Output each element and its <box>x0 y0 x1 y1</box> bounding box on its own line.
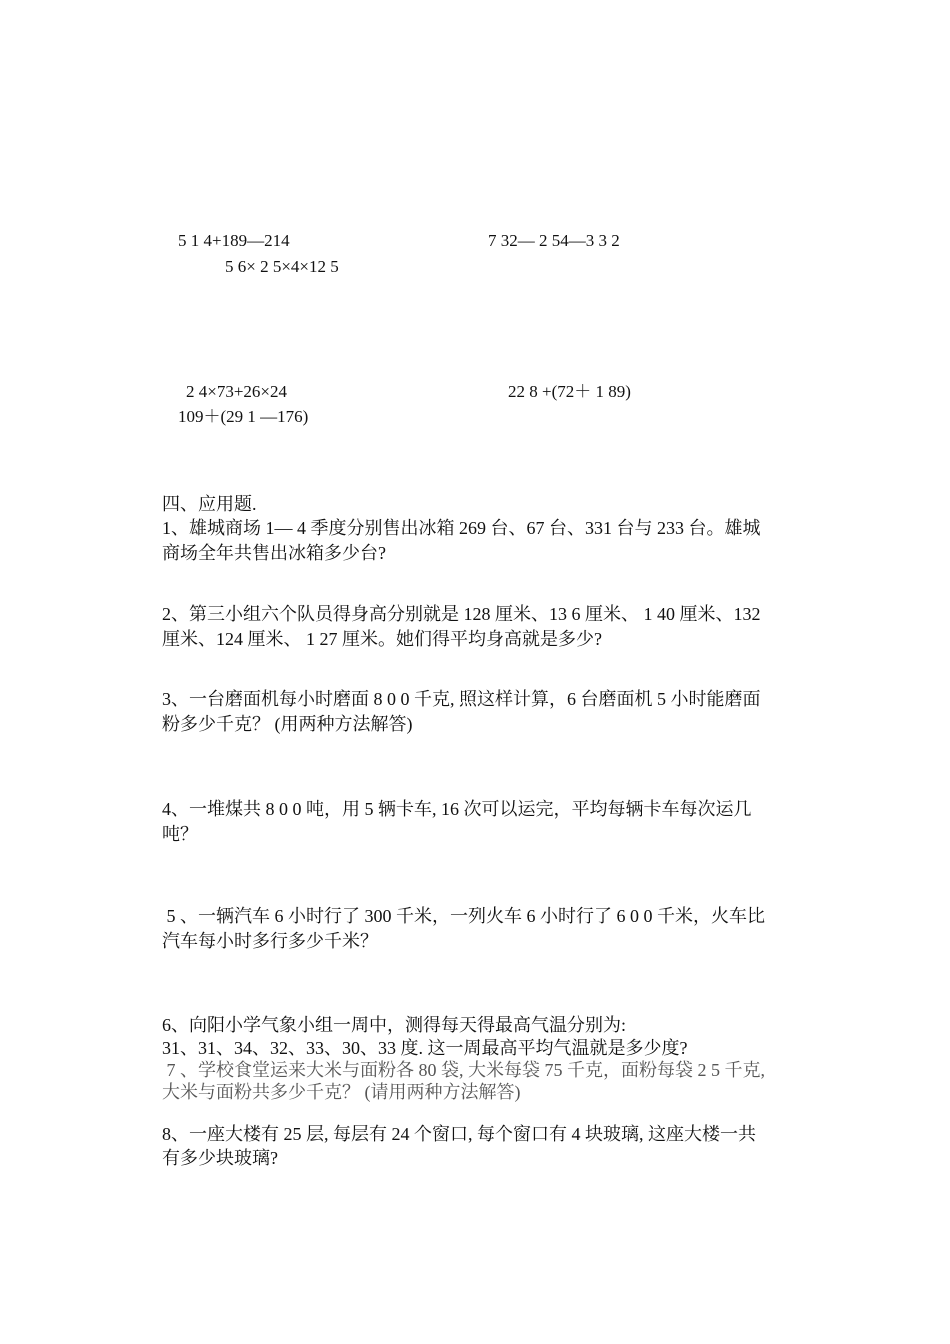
problem-4-line1: 4、一堆煤共 8 0 0 吨，用 5 辆卡车, 16 次可以运完，平均每辆卡车每次运几 <box>162 799 752 819</box>
problem-2-line2: 厘米、124 厘米、 1 27 厘米。她们得平均身高就是多少? <box>162 629 602 649</box>
calc-row1-right: 7 32— 2 54—3 3 2 <box>488 231 620 250</box>
calc-row1-sub: 5 6× 2 5×4×12 5 <box>225 257 339 276</box>
problem-1-line1: 1、雄城商场 1— 4 季度分别售出冰箱 269 台、67 台、331 台与 233 台。雄城 <box>162 518 761 538</box>
problem-5-line1: 5 、一辆汽车 6 小时行了 300 千米，一列火车 6 小时行了 6 0 0 千米，火车比 <box>162 906 765 926</box>
problem-6-line1: 6、向阳小学气象小组一周中，测得每天得最高气温分别为: <box>162 1015 626 1035</box>
problem-8-line1: 8、一座大楼有 25 层, 每层有 24 个窗口, 每个窗口有 4 块玻璃, 这座大楼一共 <box>162 1124 756 1144</box>
problem-4-line2: 吨？ <box>162 824 198 844</box>
calc-row1-left: 5 1 4+189—214 <box>178 231 290 250</box>
problem-7-line2: 大米与面粉共多少千克？ (请用两种方法解答) <box>162 1082 521 1102</box>
section-title: 四、应用题. <box>162 494 257 514</box>
problem-8-line2: 有多少块玻璃? <box>162 1148 278 1168</box>
problem-1-line2: 商场全年共售出冰箱多少台? <box>162 543 386 563</box>
problem-6-line2: 31、31、34、32、33、30、33 度. 这一周最高平均气温就是多少度? <box>162 1038 688 1058</box>
problem-3-line1: 3、一台磨面机每小时磨面 8 0 0 千克, 照这样计算，6 台磨面机 5 小时能磨面 <box>162 689 761 709</box>
problem-2-line1: 2、第三小组六个队员得身高分别就是 128 厘米、13 6 厘米、 1 40 厘米、132 <box>162 604 761 624</box>
calc-row2-left: 2 4×73+26×24 <box>186 382 288 401</box>
problem-7-line1: 7 、学校食堂运来大米与面粉各 80 袋, 大米每袋 75 千克，面粉每袋 2 5 千克, <box>162 1060 765 1080</box>
calc-row2-right: 22 8 +(72＋ 1 89) <box>508 382 631 401</box>
problem-3-line2: 粉多少千克？ (用两种方法解答) <box>162 714 413 734</box>
problem-5-line2: 汽车每小时多行多少千米？ <box>162 931 378 951</box>
calc-row2-sub: 109＋(29 1 —176) <box>178 407 309 426</box>
